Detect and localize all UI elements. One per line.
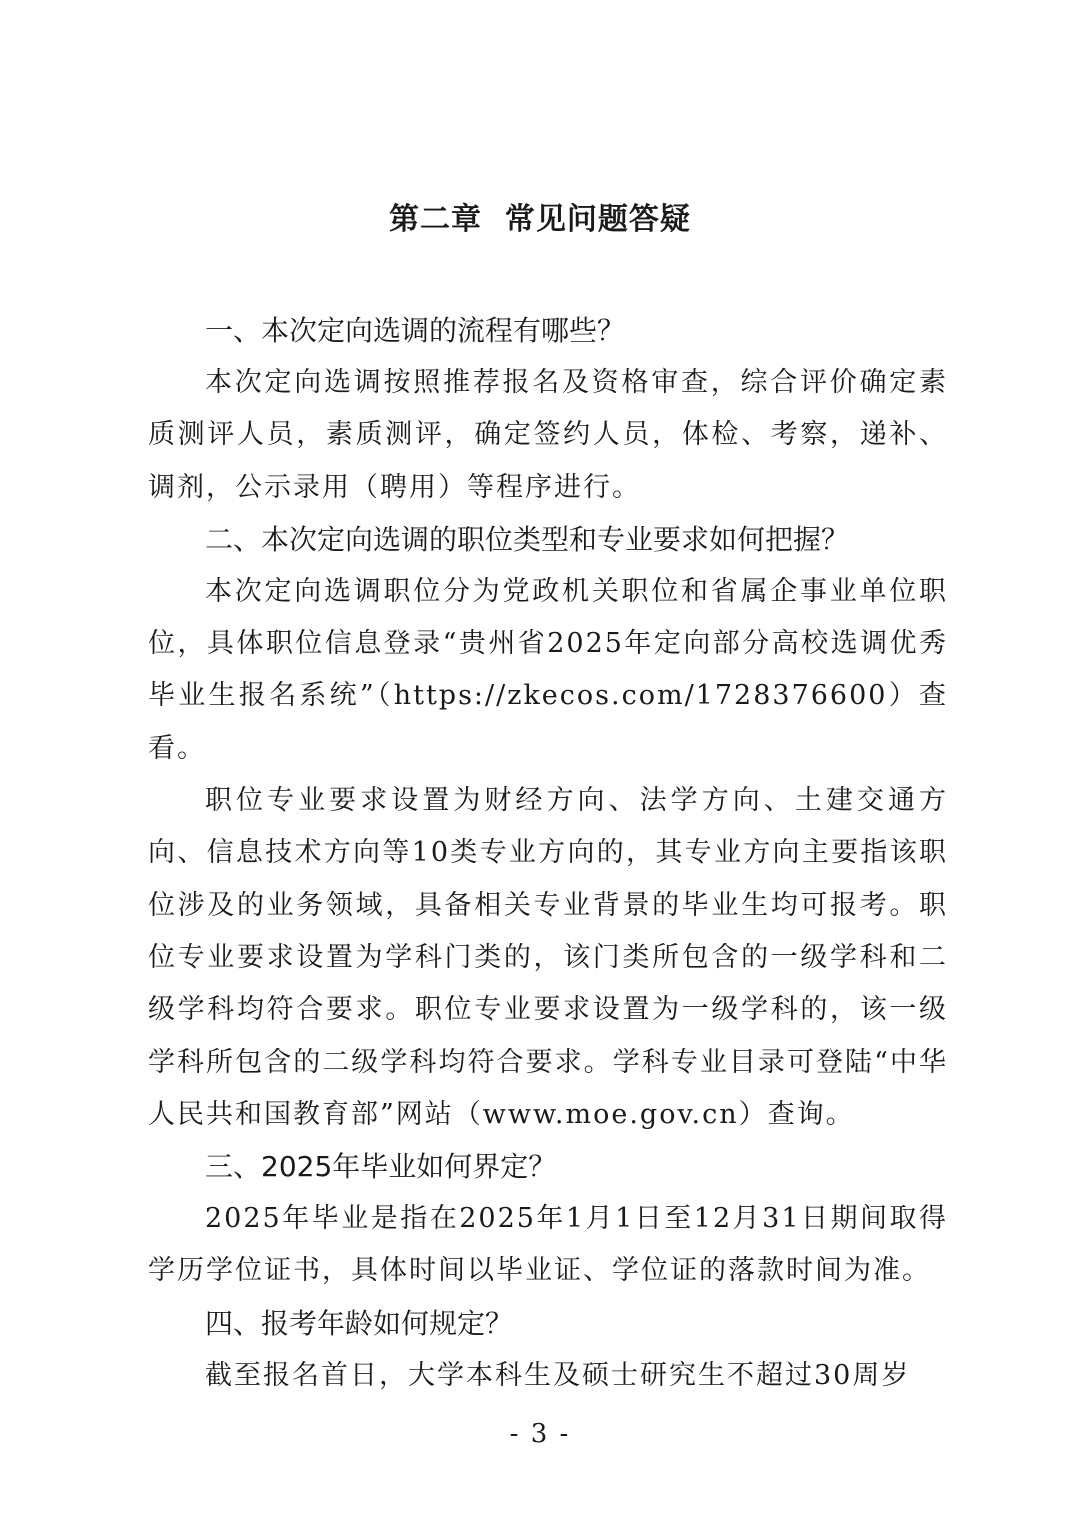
section-paragraph: 本次定向选调按照推荐报名及资格审查，综合评价确定素质测评人员，素质测评，确定签约人员，体检、考察，递补、调剂，公示录用（聘用）等程序进行。 — [148, 367, 948, 503]
page-number: - 3 - — [509, 1419, 571, 1449]
section-heading: 二、本次定向选调的职位类型和专业要求如何把握？ — [205, 522, 850, 556]
section-paragraph: 职位专业要求设置为财经方向、法学方向、土建交通方向、信息技术方向等10类专业方向的，其专业方向主要指该职位涉及的业务领域，具备相关专业背景的毕业生均可报考。职位专业要求设置为学科门类的，该门类所包含的一级学科和二级学科均符合要求。职位专业要求设置为一级学科的，该一级学科所包含的二级学科均符合要求。学科专业目录可登陆“中华人民共和国教育部”网站（www.moe.gov.cn）查询。 — [148, 785, 948, 1130]
section-paragraph: 本次定向选调职位分为党政机关职位和省属企事业单位职位，具体职位信息登录“贵州省2025年定向部分高校选调优秀毕业生报名系统”（https://zkecos.com/1728376600）查看。 — [148, 575, 948, 764]
section-paragraph: 截至报名首日，大学本科生及硕士研究生不超过30周岁 — [205, 1359, 911, 1391]
section-heading: 四、报考年龄如何规定？ — [205, 1306, 514, 1340]
chapter-title: 第二章 常见问题答疑 — [389, 202, 691, 237]
document-body — [148, 305, 948, 1402]
section-heading: 三、2025年毕业如何界定？ — [205, 1150, 557, 1184]
section-heading: 一、本次定向选调的流程有哪些？ — [205, 314, 626, 347]
section-paragraph: 2025年毕业是指在2025年1月1日至12月31日期间取得学历学位证书，具体时间以毕业证、学位证的落款时间为准。 — [148, 1203, 948, 1287]
